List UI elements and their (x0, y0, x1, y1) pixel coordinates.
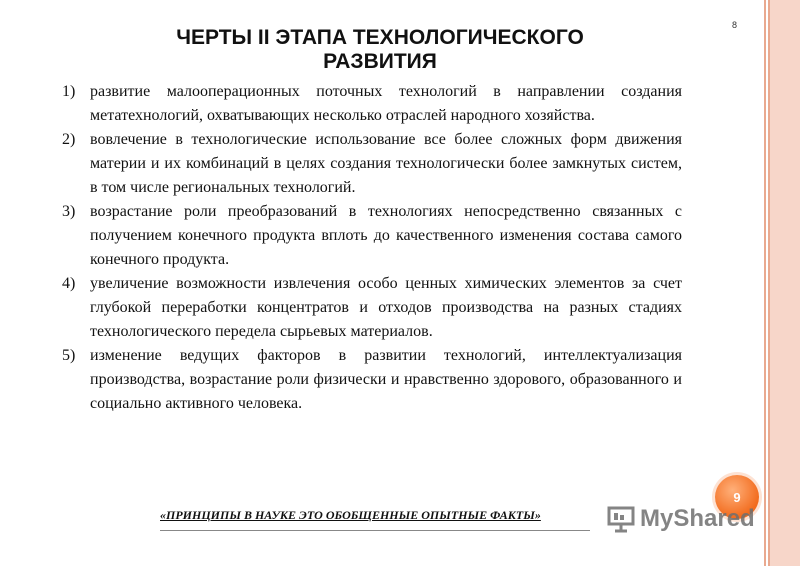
list-item (62, 128, 682, 200)
item-text: изменение ведущих факторов в развитии технологий, интеллектуализация производства, возрастание роли физически и нравственно здорового, образованного и социально активного человека. (90, 347, 682, 412)
myshared-watermark[interactable] (606, 502, 755, 536)
list-item (62, 200, 682, 272)
item-number: 5) (62, 347, 76, 364)
feature-list (62, 80, 682, 416)
list-item (62, 272, 682, 344)
item-text: развитие малооперационных поточных технологий в направлении создания метатехнологий, охватывающих несколько отраслей народного хозяйства. (90, 83, 682, 124)
footer-quote: «ПРИНЦИПЫ В НАУКЕ ЭТО ОБОБЩЕННЫЕ ОПЫТНЫЕ ФАКТЫ» (160, 508, 541, 522)
stripe-line-outer (764, 0, 766, 566)
list-item (62, 80, 682, 128)
item-number: 1) (62, 83, 76, 100)
item-number: 3) (62, 203, 76, 220)
slide-number-badge: 9 (715, 475, 759, 519)
list-item (62, 344, 682, 416)
right-decorative-stripe (768, 0, 800, 566)
item-number: 4) (62, 275, 76, 292)
item-number: 2) (62, 131, 76, 148)
slide-title: ЧЕРТЫ II ЭТАПА ТЕХНОЛОГИЧЕСКОГО РАЗВИТИЯ (176, 26, 584, 73)
item-text: вовлечение в технологические использование все более сложных форм движения материи и их комбинаций в целях создания технологически более замкнутых систем, в том числе региональных технологий. (90, 131, 682, 196)
bottom-divider (160, 530, 590, 531)
stripe-line-inner (768, 0, 770, 566)
item-text: увеличение возможности извлечения особо ценных химических элементов за счет глубокой переработки концентратов и отходов производства на разных стадиях технологического передела сырьевых материалов. (90, 275, 682, 340)
page-number: 8 (732, 20, 738, 30)
item-text: возрастание роли преобразований в технологиях непосредственно связанных с получением конечного продукта вплоть до качественного изменения состава самого конечного продукта. (90, 203, 682, 268)
presentation-board-icon (606, 504, 636, 534)
watermark-text: MyShared (640, 505, 755, 532)
